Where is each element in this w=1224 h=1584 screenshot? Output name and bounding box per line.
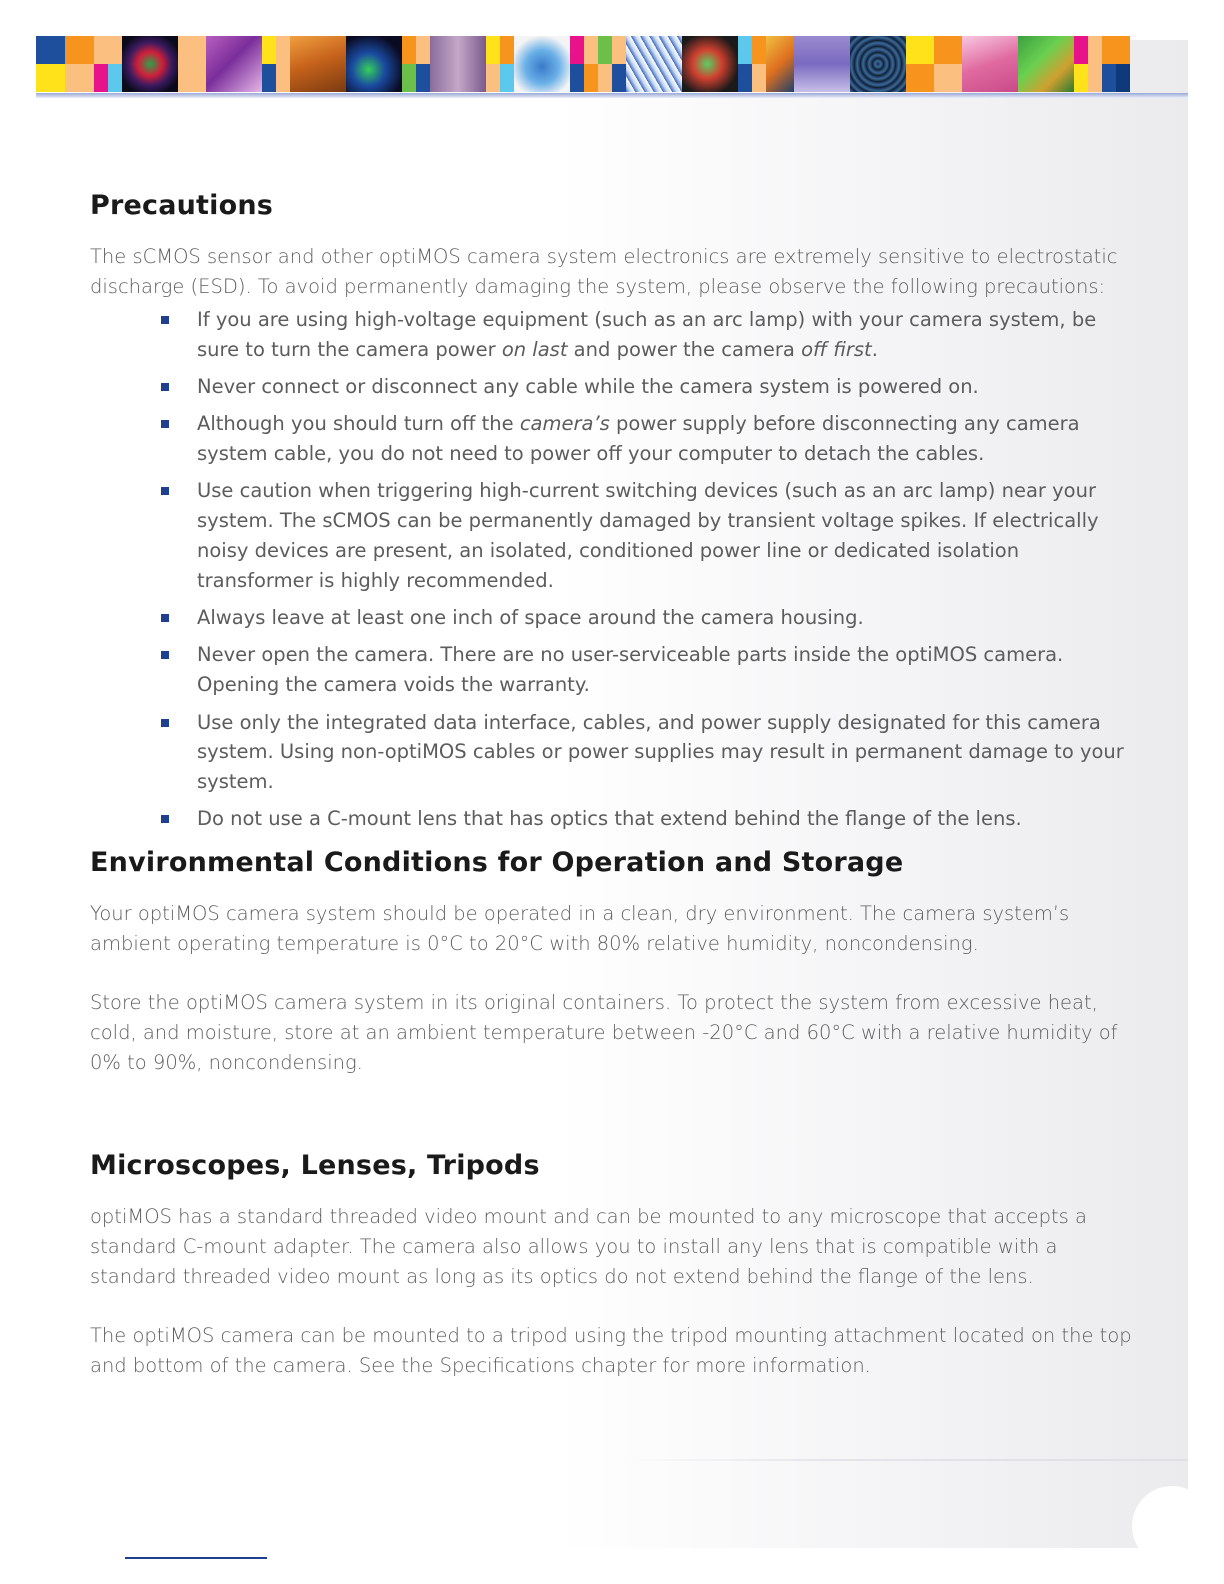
bullet-icon [161, 651, 169, 659]
bullet-icon [161, 420, 169, 428]
page-edge [1188, 0, 1224, 1584]
banner-tile [486, 36, 514, 92]
mounting-heading: Microscopes, Lenses, Tripods [90, 1150, 540, 1181]
bullet-icon [161, 487, 169, 495]
green-leaf-image [1018, 36, 1074, 92]
banner-tile [36, 36, 94, 92]
environment-storage-paragraph: Store the optiMOS camera system in its original containers. To protect the system from excessive heat, cold, and moisture, store at an ambient temperature between -20°C and 60°C with a relative humidity of 0% to 90%, noncondensing. [90, 991, 1118, 1074]
fluorescent-cell-image [122, 36, 178, 92]
banner-tile [94, 36, 122, 92]
cell-structure-image [430, 36, 486, 92]
list-item: Do not use a C-mount lens that has optics that extend behind the flange of the lens. [90, 804, 1140, 834]
banner-tile [570, 36, 598, 92]
precautions-list [90, 305, 1140, 842]
precautions-intro: The sCMOS sensor and other optiMOS camera system electronics are extremely sensitive to electrostatic discharge (ESD). To avoid permanently damaging the system, please observe the following precautions: [90, 245, 1118, 298]
banner-tile [738, 36, 766, 92]
banner-tile [262, 36, 290, 92]
mounting-microscope-paragraph: optiMOS has a standard threaded video mount and can be mounted to any microscope that accepts a standard C-mount adapter. The camera also allows you to install any lens that is compatible with a standard threaded video mount as long as its optics do not extend behind the flange of the lens. [90, 1205, 1087, 1288]
footer-divider [620, 1459, 1188, 1461]
list-item: Although you should turn off the camera’s power supply before disconnecting any camera system cable, you do not need to power off your computer to detach the cables. [90, 409, 1140, 469]
bullet-icon [161, 316, 169, 324]
banner-tile [598, 36, 626, 92]
stained-tissue-image [206, 36, 262, 92]
page-number-circle [1132, 1486, 1212, 1566]
mounting-tripod-paragraph: The optiMOS camera can be mounted to a tripod using the tripod mounting attachment located on the top and bottom of the camera. See the Specifications chapter for more information. [90, 1324, 1132, 1377]
blue-specimen-image [514, 36, 570, 92]
fingerprint-image [850, 36, 906, 92]
list-item: Never open the camera. There are no user-serviceable parts inside the optiMOS camera. Opening the camera voids the warranty. [90, 640, 1140, 700]
environment-operation-paragraph: Your optiMOS camera system should be operated in a clean, dry environment. The camera system’s ambient operating temperature is 0°C to 20°C with 80% relative humidity, noncondensing. [90, 902, 1070, 955]
banner-tile [906, 36, 962, 92]
banner-divider [36, 93, 1188, 98]
bullet-icon [161, 614, 169, 622]
banner-tile [178, 36, 206, 92]
striped-specimen-image [766, 36, 794, 92]
fiber-tissue-image [626, 36, 682, 92]
pink-tissue-image [962, 36, 1018, 92]
environment-heading: Environmental Conditions for Operation and Storage [90, 847, 904, 878]
list-item: Never connect or disconnect any cable while the camera system is powered on. [90, 372, 1140, 402]
bullet-icon [161, 719, 169, 727]
header-image-banner [36, 36, 1188, 92]
banner-tile [1102, 36, 1130, 92]
list-item: Always leave at least one inch of space around the camera housing. [90, 603, 1140, 633]
banner-tile [402, 36, 430, 92]
purple-tissue-image [794, 36, 850, 92]
banner-tile [1074, 36, 1102, 92]
precautions-heading: Precautions [90, 190, 274, 221]
bullet-icon [161, 383, 169, 391]
list-item: Use caution when triggering high-current switching devices (such as an arc lamp) near your system. The sCMOS can be permanently damaged by transient voltage spikes. If electrically noisy devices are present, an isolated, conditioned power line or dedicated isolation transformer is highly recommended. [90, 476, 1140, 595]
list-item: If you are using high-voltage equipment (such as an arc lamp) with your camera system, be sure to turn the camera power on last and power the camera off first. [90, 305, 1140, 365]
amber-tissue-image [290, 36, 346, 92]
green-cell-image [682, 36, 738, 92]
bullet-icon [161, 815, 169, 823]
fluorescent-neuron-image [346, 36, 402, 92]
footer-link-underline [125, 1557, 267, 1559]
list-item: Use only the integrated data interface, cables, and power supply designated for this camera system. Using non-optiMOS cables or power supplies may result in permanent damage to your system. [90, 708, 1140, 797]
